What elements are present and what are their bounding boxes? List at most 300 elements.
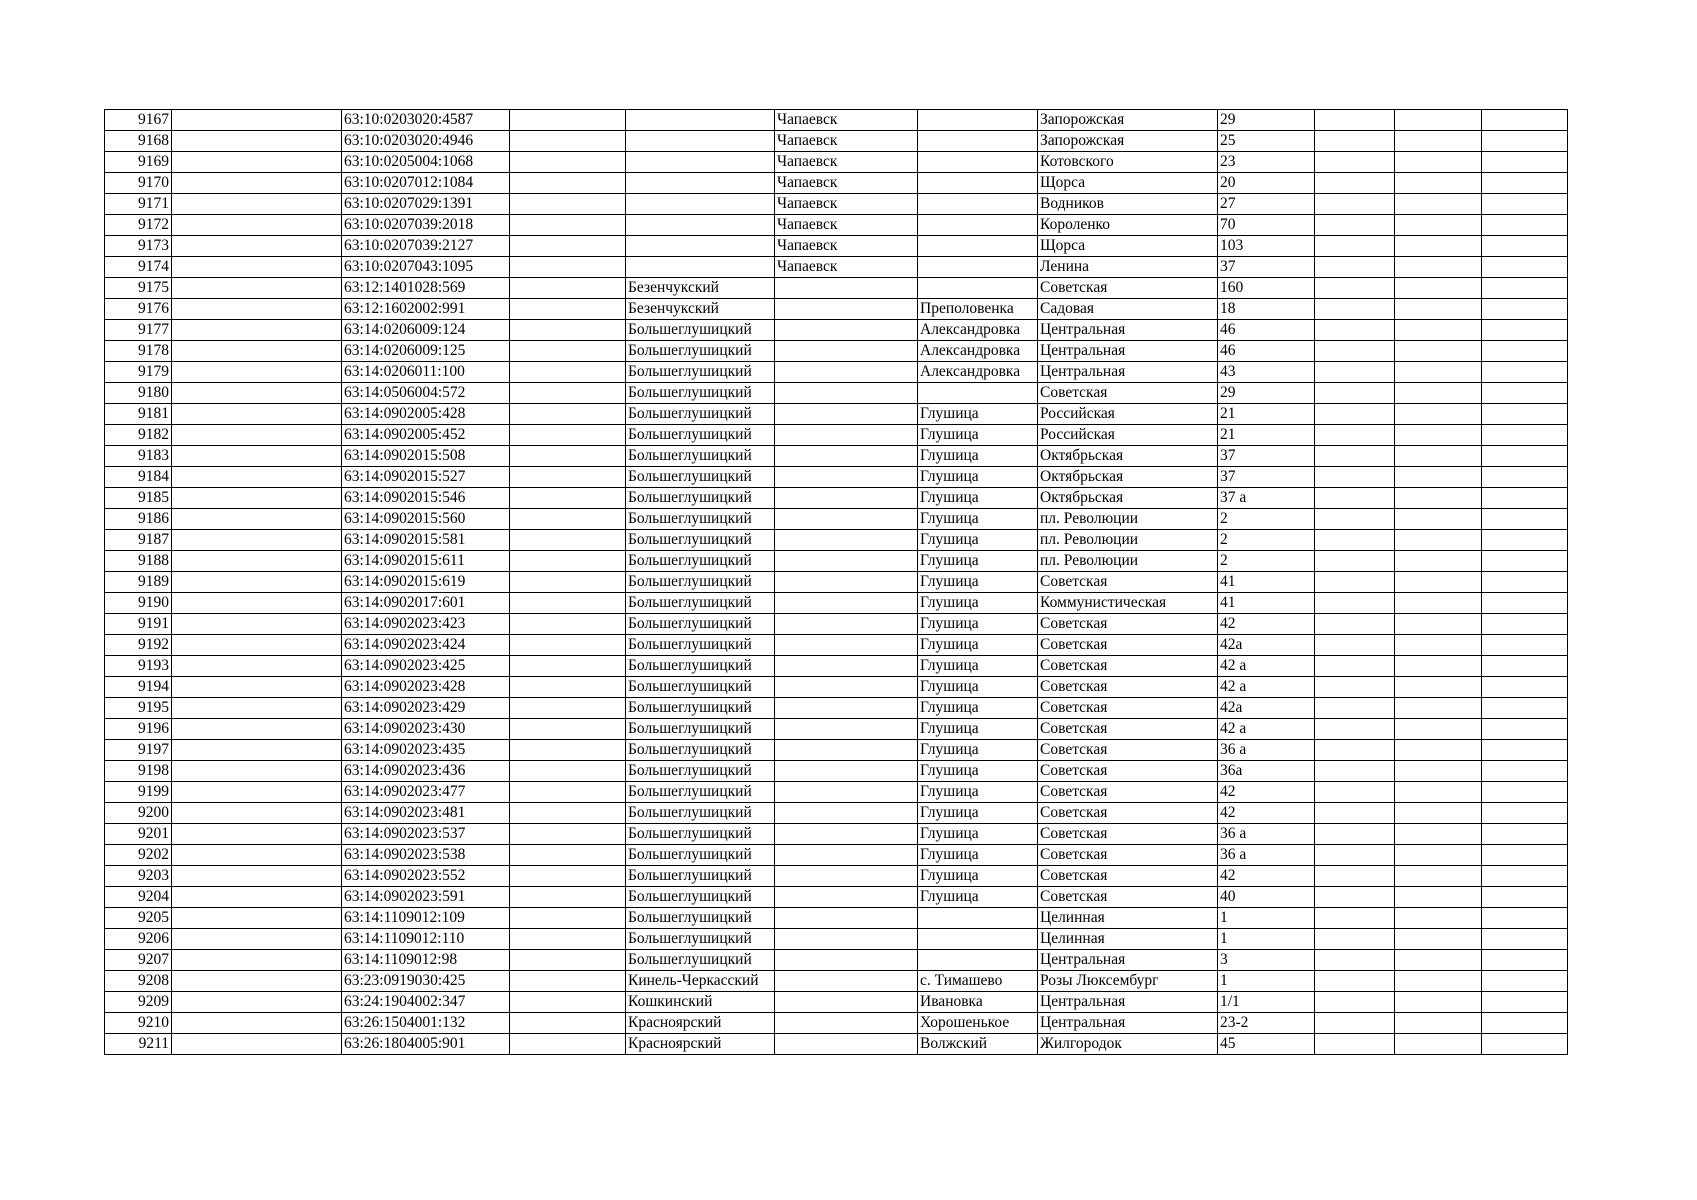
cell-house-number: 23-2 xyxy=(1218,1013,1315,1034)
cell-city xyxy=(775,719,918,740)
cell-locality: Глушица xyxy=(918,803,1038,824)
cell-row-number: 9169 xyxy=(105,152,172,173)
cell-blank-col-2 xyxy=(172,824,342,845)
cell-blank-col-4 xyxy=(510,887,626,908)
cell-blank-col-12 xyxy=(1482,404,1568,425)
cell-blank-col-2 xyxy=(172,971,342,992)
cell-street: Центральная xyxy=(1038,950,1218,971)
cell-locality: Глушица xyxy=(918,782,1038,803)
cell-blank-col-11 xyxy=(1395,1034,1482,1055)
cell-blank-col-10 xyxy=(1315,551,1395,572)
cell-blank-col-4 xyxy=(510,614,626,635)
cell-blank-col-10 xyxy=(1315,1034,1395,1055)
cell-blank-col-10 xyxy=(1315,761,1395,782)
table-row xyxy=(105,908,1568,929)
cell-district: Безенчукский xyxy=(626,278,775,299)
cell-cadastral-number: 63:12:1602002:991 xyxy=(342,299,510,320)
cell-locality: Глушица xyxy=(918,698,1038,719)
cell-district: Кинель-Черкасский xyxy=(626,971,775,992)
cell-locality xyxy=(918,110,1038,131)
cell-row-number: 9172 xyxy=(105,215,172,236)
cell-blank-col-12 xyxy=(1482,257,1568,278)
cell-house-number: 1/1 xyxy=(1218,992,1315,1013)
cell-row-number: 9182 xyxy=(105,425,172,446)
cell-blank-col-2 xyxy=(172,110,342,131)
cell-blank-col-10 xyxy=(1315,530,1395,551)
cell-blank-col-12 xyxy=(1482,677,1568,698)
cell-cadastral-number: 63:26:1804005:901 xyxy=(342,1034,510,1055)
cell-cadastral-number: 63:14:0902023:552 xyxy=(342,866,510,887)
table-row xyxy=(105,320,1568,341)
cell-blank-col-4 xyxy=(510,740,626,761)
cell-blank-col-11 xyxy=(1395,908,1482,929)
cell-blank-col-12 xyxy=(1482,341,1568,362)
cell-blank-col-2 xyxy=(172,488,342,509)
cell-blank-col-12 xyxy=(1482,908,1568,929)
cell-street: Октябрьская xyxy=(1038,467,1218,488)
cell-street: Советская xyxy=(1038,614,1218,635)
cell-blank-col-12 xyxy=(1482,446,1568,467)
cell-blank-col-11 xyxy=(1395,509,1482,530)
cell-blank-col-4 xyxy=(510,488,626,509)
cell-city xyxy=(775,278,918,299)
cell-blank-col-4 xyxy=(510,1013,626,1034)
cell-blank-col-11 xyxy=(1395,572,1482,593)
cell-district: Большеглушицкий xyxy=(626,488,775,509)
cell-row-number: 9187 xyxy=(105,530,172,551)
cell-blank-col-10 xyxy=(1315,446,1395,467)
cell-row-number: 9202 xyxy=(105,845,172,866)
cell-blank-col-2 xyxy=(172,236,342,257)
cell-row-number: 9209 xyxy=(105,992,172,1013)
cell-locality: Глушица xyxy=(918,509,1038,530)
table-row xyxy=(105,572,1568,593)
cell-house-number: 42 xyxy=(1218,614,1315,635)
cell-row-number: 9201 xyxy=(105,824,172,845)
cell-blank-col-12 xyxy=(1482,593,1568,614)
cell-city xyxy=(775,509,918,530)
cell-district: Большеглушицкий xyxy=(626,929,775,950)
cell-street: Советская xyxy=(1038,278,1218,299)
cell-row-number: 9185 xyxy=(105,488,172,509)
cell-city: Чапаевск xyxy=(775,131,918,152)
cell-blank-col-2 xyxy=(172,467,342,488)
cell-blank-col-10 xyxy=(1315,341,1395,362)
table-row xyxy=(105,152,1568,173)
cell-house-number: 37 xyxy=(1218,257,1315,278)
cell-blank-col-4 xyxy=(510,656,626,677)
cell-locality: Глушица xyxy=(918,446,1038,467)
cell-blank-col-2 xyxy=(172,509,342,530)
cell-blank-col-2 xyxy=(172,887,342,908)
cell-row-number: 9190 xyxy=(105,593,172,614)
cell-blank-col-2 xyxy=(172,908,342,929)
cell-locality: Глушица xyxy=(918,845,1038,866)
cell-blank-col-2 xyxy=(172,740,342,761)
cell-district: Большеглушицкий xyxy=(626,656,775,677)
table-row xyxy=(105,257,1568,278)
cell-blank-col-4 xyxy=(510,257,626,278)
cell-blank-col-11 xyxy=(1395,404,1482,425)
table-row xyxy=(105,824,1568,845)
cell-house-number: 1 xyxy=(1218,929,1315,950)
cell-blank-col-12 xyxy=(1482,824,1568,845)
cell-street: пл. Революции xyxy=(1038,551,1218,572)
cell-cadastral-number: 63:14:0902023:537 xyxy=(342,824,510,845)
cell-cadastral-number: 63:10:0205004:1068 xyxy=(342,152,510,173)
cell-street: Советская xyxy=(1038,572,1218,593)
cell-street: Целинная xyxy=(1038,929,1218,950)
cell-blank-col-10 xyxy=(1315,677,1395,698)
cell-district: Кошкинский xyxy=(626,992,775,1013)
cell-blank-col-10 xyxy=(1315,467,1395,488)
cell-locality: Глушица xyxy=(918,404,1038,425)
cell-blank-col-4 xyxy=(510,530,626,551)
cell-blank-col-11 xyxy=(1395,446,1482,467)
cell-blank-col-12 xyxy=(1482,509,1568,530)
cell-city xyxy=(775,887,918,908)
cell-row-number: 9178 xyxy=(105,341,172,362)
cell-cadastral-number: 63:10:0207012:1084 xyxy=(342,173,510,194)
cell-blank-col-12 xyxy=(1482,992,1568,1013)
cell-street: Советская xyxy=(1038,782,1218,803)
cell-blank-col-2 xyxy=(172,278,342,299)
cell-house-number: 20 xyxy=(1218,173,1315,194)
cell-district: Безенчукский xyxy=(626,299,775,320)
cell-locality xyxy=(918,950,1038,971)
cell-blank-col-11 xyxy=(1395,194,1482,215)
cell-street: Советская xyxy=(1038,719,1218,740)
table-row xyxy=(105,761,1568,782)
cell-city xyxy=(775,362,918,383)
cell-house-number: 1 xyxy=(1218,971,1315,992)
table-row xyxy=(105,194,1568,215)
cell-city xyxy=(775,320,918,341)
cell-cadastral-number: 63:14:1109012:98 xyxy=(342,950,510,971)
cell-city xyxy=(775,488,918,509)
cell-blank-col-2 xyxy=(172,362,342,383)
cell-blank-col-12 xyxy=(1482,467,1568,488)
cell-house-number: 36а xyxy=(1218,761,1315,782)
cell-street: Российская xyxy=(1038,425,1218,446)
cell-street: Советская xyxy=(1038,866,1218,887)
cell-cadastral-number: 63:14:0902023:423 xyxy=(342,614,510,635)
cell-blank-col-10 xyxy=(1315,383,1395,404)
cell-street: Советская xyxy=(1038,803,1218,824)
cell-district: Большеглушицкий xyxy=(626,404,775,425)
cell-blank-col-2 xyxy=(172,257,342,278)
cell-row-number: 9167 xyxy=(105,110,172,131)
cell-cadastral-number: 63:14:1109012:109 xyxy=(342,908,510,929)
cell-street: Советская xyxy=(1038,698,1218,719)
cell-cadastral-number: 63:10:0207029:1391 xyxy=(342,194,510,215)
cell-blank-col-11 xyxy=(1395,425,1482,446)
cell-house-number: 46 xyxy=(1218,320,1315,341)
cell-blank-col-11 xyxy=(1395,257,1482,278)
cell-row-number: 9207 xyxy=(105,950,172,971)
cell-district xyxy=(626,236,775,257)
cell-blank-col-10 xyxy=(1315,698,1395,719)
cell-blank-col-11 xyxy=(1395,593,1482,614)
cell-blank-col-2 xyxy=(172,698,342,719)
table-row xyxy=(105,215,1568,236)
table-row xyxy=(105,866,1568,887)
cell-row-number: 9183 xyxy=(105,446,172,467)
cell-blank-col-10 xyxy=(1315,614,1395,635)
cell-blank-col-12 xyxy=(1482,215,1568,236)
cell-blank-col-11 xyxy=(1395,488,1482,509)
cell-blank-col-10 xyxy=(1315,278,1395,299)
cell-city xyxy=(775,908,918,929)
cell-blank-col-10 xyxy=(1315,929,1395,950)
cell-district xyxy=(626,215,775,236)
cell-blank-col-11 xyxy=(1395,782,1482,803)
cell-blank-col-12 xyxy=(1482,152,1568,173)
cell-city: Чапаевск xyxy=(775,236,918,257)
cell-row-number: 9175 xyxy=(105,278,172,299)
cell-house-number: 103 xyxy=(1218,236,1315,257)
cell-city xyxy=(775,824,918,845)
cell-city xyxy=(775,404,918,425)
cell-cadastral-number: 63:14:0902023:481 xyxy=(342,803,510,824)
cell-row-number: 9197 xyxy=(105,740,172,761)
cell-locality: Глушица xyxy=(918,740,1038,761)
table-row xyxy=(105,446,1568,467)
cell-cadastral-number: 63:14:0902005:452 xyxy=(342,425,510,446)
cell-cadastral-number: 63:14:0902023:436 xyxy=(342,761,510,782)
table-row xyxy=(105,173,1568,194)
cell-district: Большеглушицкий xyxy=(626,803,775,824)
cell-cadastral-number: 63:14:0902015:611 xyxy=(342,551,510,572)
cell-locality: Хорошенькое xyxy=(918,1013,1038,1034)
cell-row-number: 9188 xyxy=(105,551,172,572)
cell-blank-col-4 xyxy=(510,782,626,803)
cell-street: Центральная xyxy=(1038,362,1218,383)
cell-district: Большеглушицкий xyxy=(626,698,775,719)
cell-street: Розы Люксембург xyxy=(1038,971,1218,992)
cell-blank-col-12 xyxy=(1482,1034,1568,1055)
cell-blank-col-12 xyxy=(1482,362,1568,383)
cell-blank-col-11 xyxy=(1395,971,1482,992)
cell-blank-col-11 xyxy=(1395,635,1482,656)
cell-blank-col-12 xyxy=(1482,698,1568,719)
cell-row-number: 9198 xyxy=(105,761,172,782)
table-row xyxy=(105,887,1568,908)
cell-cadastral-number: 63:14:0206011:100 xyxy=(342,362,510,383)
cell-city xyxy=(775,866,918,887)
table-row xyxy=(105,467,1568,488)
table-row xyxy=(105,950,1568,971)
cell-district: Большеглушицкий xyxy=(626,824,775,845)
table-row xyxy=(105,278,1568,299)
cell-house-number: 36 а xyxy=(1218,824,1315,845)
cell-district: Большеглушицкий xyxy=(626,530,775,551)
cell-row-number: 9177 xyxy=(105,320,172,341)
cell-blank-col-11 xyxy=(1395,740,1482,761)
cell-locality xyxy=(918,257,1038,278)
cell-house-number: 1 xyxy=(1218,908,1315,929)
cell-blank-col-10 xyxy=(1315,971,1395,992)
cell-district xyxy=(626,173,775,194)
cell-blank-col-2 xyxy=(172,950,342,971)
cell-cadastral-number: 63:14:0902023:435 xyxy=(342,740,510,761)
cell-street: Советская xyxy=(1038,761,1218,782)
cell-house-number: 41 xyxy=(1218,572,1315,593)
cell-city xyxy=(775,593,918,614)
table-row xyxy=(105,383,1568,404)
cell-blank-col-12 xyxy=(1482,740,1568,761)
cell-city xyxy=(775,341,918,362)
cell-blank-col-10 xyxy=(1315,782,1395,803)
cell-blank-col-10 xyxy=(1315,593,1395,614)
cell-row-number: 9186 xyxy=(105,509,172,530)
cell-blank-col-4 xyxy=(510,992,626,1013)
cell-blank-col-11 xyxy=(1395,152,1482,173)
cell-blank-col-11 xyxy=(1395,656,1482,677)
cell-blank-col-10 xyxy=(1315,110,1395,131)
cell-locality: Глушица xyxy=(918,824,1038,845)
cell-blank-col-10 xyxy=(1315,887,1395,908)
cell-cadastral-number: 63:10:0207039:2127 xyxy=(342,236,510,257)
cell-cadastral-number: 63:14:1109012:110 xyxy=(342,929,510,950)
cell-street: Короленко xyxy=(1038,215,1218,236)
cell-blank-col-2 xyxy=(172,299,342,320)
cell-blank-col-11 xyxy=(1395,677,1482,698)
cell-blank-col-11 xyxy=(1395,992,1482,1013)
cell-street: Ленина xyxy=(1038,257,1218,278)
cell-blank-col-11 xyxy=(1395,614,1482,635)
cell-row-number: 9170 xyxy=(105,173,172,194)
cell-district xyxy=(626,110,775,131)
cell-cadastral-number: 63:14:0902005:428 xyxy=(342,404,510,425)
table-row xyxy=(105,362,1568,383)
cell-blank-col-2 xyxy=(172,404,342,425)
cell-district: Большеглушицкий xyxy=(626,446,775,467)
cell-blank-col-2 xyxy=(172,782,342,803)
cell-blank-col-4 xyxy=(510,929,626,950)
cell-city xyxy=(775,992,918,1013)
cell-district: Большеглушицкий xyxy=(626,467,775,488)
cell-blank-col-12 xyxy=(1482,782,1568,803)
cell-cadastral-number: 63:23:0919030:425 xyxy=(342,971,510,992)
cell-locality: Глушица xyxy=(918,656,1038,677)
cell-house-number: 2 xyxy=(1218,509,1315,530)
cell-locality: Глушица xyxy=(918,614,1038,635)
cell-blank-col-12 xyxy=(1482,971,1568,992)
cell-blank-col-11 xyxy=(1395,866,1482,887)
cell-city xyxy=(775,740,918,761)
cell-city xyxy=(775,929,918,950)
cell-city: Чапаевск xyxy=(775,152,918,173)
cell-blank-col-10 xyxy=(1315,488,1395,509)
cell-blank-col-4 xyxy=(510,320,626,341)
cell-row-number: 9194 xyxy=(105,677,172,698)
cell-street: Советская xyxy=(1038,845,1218,866)
table-row xyxy=(105,530,1568,551)
cell-blank-col-11 xyxy=(1395,215,1482,236)
cell-row-number: 9199 xyxy=(105,782,172,803)
cell-blank-col-4 xyxy=(510,635,626,656)
table-row xyxy=(105,656,1568,677)
cell-blank-col-12 xyxy=(1482,719,1568,740)
cell-blank-col-10 xyxy=(1315,425,1395,446)
cell-row-number: 9211 xyxy=(105,1034,172,1055)
cell-house-number: 43 xyxy=(1218,362,1315,383)
table-row xyxy=(105,740,1568,761)
cell-city xyxy=(775,299,918,320)
cell-street: Советская xyxy=(1038,656,1218,677)
cell-blank-col-2 xyxy=(172,635,342,656)
cell-row-number: 9179 xyxy=(105,362,172,383)
cell-city: Чапаевск xyxy=(775,215,918,236)
cell-city xyxy=(775,782,918,803)
cell-blank-col-12 xyxy=(1482,236,1568,257)
cell-blank-col-2 xyxy=(172,761,342,782)
cell-house-number: 41 xyxy=(1218,593,1315,614)
table-row xyxy=(105,698,1568,719)
cell-street: Октябрьская xyxy=(1038,446,1218,467)
cell-blank-col-2 xyxy=(172,572,342,593)
table-row xyxy=(105,803,1568,824)
cell-blank-col-10 xyxy=(1315,194,1395,215)
cell-district xyxy=(626,131,775,152)
cell-street: Садовая xyxy=(1038,299,1218,320)
cell-blank-col-11 xyxy=(1395,698,1482,719)
cell-house-number: 21 xyxy=(1218,425,1315,446)
table-row xyxy=(105,929,1568,950)
cell-locality xyxy=(918,929,1038,950)
cell-blank-col-4 xyxy=(510,173,626,194)
cell-blank-col-4 xyxy=(510,404,626,425)
cell-house-number: 21 xyxy=(1218,404,1315,425)
cell-district: Большеглушицкий xyxy=(626,677,775,698)
cell-blank-col-12 xyxy=(1482,425,1568,446)
cell-city xyxy=(775,698,918,719)
cell-cadastral-number: 63:14:0902017:601 xyxy=(342,593,510,614)
cell-locality xyxy=(918,194,1038,215)
cell-house-number: 42 а xyxy=(1218,677,1315,698)
cell-district: Большеглушицкий xyxy=(626,740,775,761)
cell-blank-col-12 xyxy=(1482,803,1568,824)
cell-district xyxy=(626,152,775,173)
cell-row-number: 9174 xyxy=(105,257,172,278)
cell-city xyxy=(775,677,918,698)
table-row xyxy=(105,509,1568,530)
cell-blank-col-4 xyxy=(510,1034,626,1055)
cell-blank-col-4 xyxy=(510,698,626,719)
cell-cadastral-number: 63:10:0207039:2018 xyxy=(342,215,510,236)
cell-city xyxy=(775,761,918,782)
cell-house-number: 45 xyxy=(1218,1034,1315,1055)
cell-house-number: 42 xyxy=(1218,782,1315,803)
cell-blank-col-10 xyxy=(1315,509,1395,530)
cell-row-number: 9171 xyxy=(105,194,172,215)
cell-city xyxy=(775,425,918,446)
cell-blank-col-4 xyxy=(510,194,626,215)
cell-blank-col-4 xyxy=(510,509,626,530)
cell-row-number: 9173 xyxy=(105,236,172,257)
cell-blank-col-2 xyxy=(172,131,342,152)
cell-house-number: 37 xyxy=(1218,446,1315,467)
cell-house-number: 18 xyxy=(1218,299,1315,320)
cell-blank-col-11 xyxy=(1395,467,1482,488)
cell-city xyxy=(775,950,918,971)
cell-blank-col-2 xyxy=(172,551,342,572)
cell-blank-col-11 xyxy=(1395,887,1482,908)
cell-blank-col-2 xyxy=(172,992,342,1013)
cell-district: Большеглушицкий xyxy=(626,320,775,341)
cell-blank-col-11 xyxy=(1395,803,1482,824)
